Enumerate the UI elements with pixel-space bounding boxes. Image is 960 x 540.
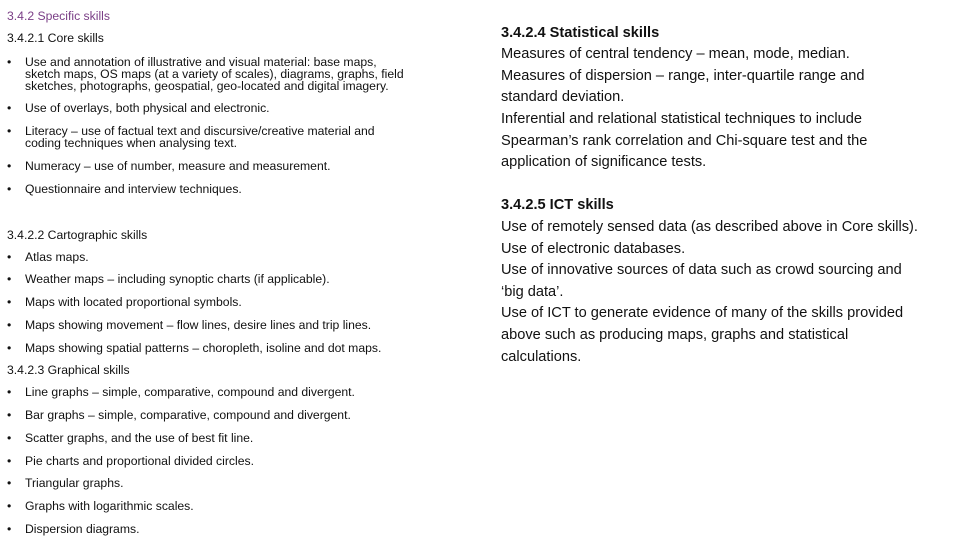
carto-item-3: Maps with located proportional symbols. — [25, 295, 242, 309]
bullet-icon: • — [7, 55, 12, 69]
statistical-skills-heading: 3.4.2.4 Statistical skills — [501, 25, 660, 41]
core-item-4: Numeracy – use of number, measure and measurement. — [25, 159, 331, 173]
bullet-icon: • — [7, 476, 12, 490]
core-item-1-line-2: sketch maps, OS maps (at a variety of scales), diagrams, graphs, field — [25, 67, 404, 81]
core-item-1-line-3: sketches, photographs, geospatial, geo-located and digital imagery. — [25, 79, 389, 93]
graph-item-1: Line graphs – simple, comparative, compound and divergent. — [25, 385, 355, 399]
graph-item-6: Graphs with logarithmic scales. — [25, 499, 194, 513]
ict-line-4: ‘big data’. — [501, 284, 564, 300]
bullet-icon: • — [7, 295, 12, 309]
core-item-2: Use of overlays, both physical and electronic. — [25, 101, 270, 115]
ict-line-2: Use of electronic databases. — [501, 241, 686, 257]
stat-line-4: Inferential and relational statistical techniques to include — [501, 111, 863, 127]
stat-line-1: Measures of central tendency – mean, mode, median. — [501, 46, 850, 62]
bullet-icon: • — [7, 318, 12, 332]
bullet-icon: • — [7, 250, 12, 264]
bullet-icon: • — [7, 454, 12, 468]
graph-item-3: Scatter graphs, and the use of best fit line. — [25, 431, 254, 445]
bullet-icon: • — [7, 124, 12, 138]
core-item-3-line-2: coding techniques when analysing text. — [25, 136, 238, 150]
graph-item-7: Dispersion diagrams. — [25, 522, 140, 536]
graph-item-5: Triangular graphs. — [25, 476, 124, 490]
stat-line-5: Spearman’s rank correlation and Chi-square test and the — [501, 133, 868, 149]
bullet-icon: • — [7, 182, 12, 196]
graph-item-4: Pie charts and proportional divided circles. — [25, 454, 254, 468]
bullet-icon: • — [7, 431, 12, 445]
specific-skills-heading: 3.4.2 Specific skills — [7, 9, 110, 23]
graph-item-2: Bar graphs – simple, comparative, compound and divergent. — [25, 408, 351, 422]
ict-line-3: Use of innovative sources of data such as crowd sourcing and — [501, 262, 902, 278]
carto-item-2: Weather maps – including synoptic charts (if applicable). — [25, 272, 330, 286]
bullet-icon: • — [7, 272, 12, 286]
bullet-icon: • — [7, 385, 12, 399]
stat-line-2: Measures of dispersion – range, inter-quartile range and — [501, 68, 865, 84]
core-item-1-line-1: Use and annotation of illustrative and visual material: base maps, — [25, 55, 377, 69]
stat-line-3: standard deviation. — [501, 89, 625, 105]
ict-line-6: above such as producing maps, graphs and statistical — [501, 327, 849, 343]
bullet-icon: • — [7, 522, 12, 536]
cartographic-skills-heading: 3.4.2.2 Cartographic skills — [7, 228, 148, 242]
bullet-icon: • — [7, 101, 12, 115]
carto-item-5: Maps showing spatial patterns – choropleth, isoline and dot maps. — [25, 341, 382, 355]
core-item-3-line-1: Literacy – use of factual text and discursive/creative material and — [25, 124, 375, 138]
stat-line-6: application of significance tests. — [501, 154, 707, 170]
ict-line-7: calculations. — [501, 349, 582, 365]
bullet-icon: • — [7, 499, 12, 513]
carto-item-4: Maps showing movement – flow lines, desire lines and trip lines. — [25, 318, 372, 332]
ict-line-1: Use of remotely sensed data (as described above in Core skills). — [501, 219, 918, 235]
graphical-skills-heading: 3.4.2.3 Graphical skills — [7, 363, 130, 377]
ict-skills-heading: 3.4.2.5 ICT skills — [501, 197, 614, 213]
core-skills-heading: 3.4.2.1 Core skills — [7, 31, 104, 45]
bullet-icon: • — [7, 159, 12, 173]
bullet-icon: • — [7, 408, 12, 422]
ict-line-5: Use of ICT to generate evidence of many of the skills provided — [501, 305, 904, 321]
core-item-5: Questionnaire and interview techniques. — [25, 182, 242, 196]
carto-item-1: Atlas maps. — [25, 250, 89, 264]
bullet-icon: • — [7, 341, 12, 355]
